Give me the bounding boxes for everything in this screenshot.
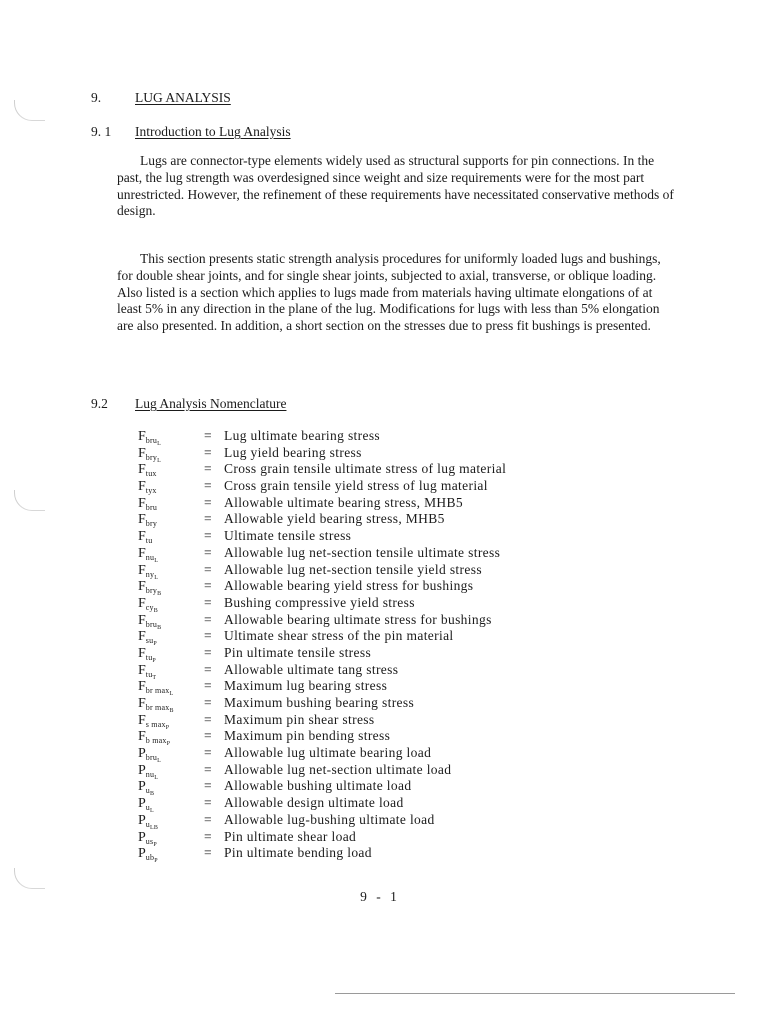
symbol-base: P <box>138 846 146 862</box>
symbol-subscript: s max <box>145 719 166 729</box>
symbol-base: F <box>138 712 146 728</box>
symbol-subscript: ub <box>145 853 155 863</box>
symbol-subscript: ny <box>145 569 155 579</box>
nomenclature-row <box>138 678 638 698</box>
symbol-base: F <box>138 479 146 495</box>
nomenclature-row <box>138 829 638 846</box>
nomenclature-symbol <box>138 646 204 664</box>
symbol-base: F <box>138 662 146 678</box>
nomenclature-symbol <box>138 763 204 781</box>
intro-paragraph-1: Lugs are connector-type elements widely used as structural supports for pin connections. In the past, the lug strength was overdesigned since weight and size requirements were for the most part unrestricted. However, the refinement of these requirements have necessitated conservative methods of design. <box>117 153 674 219</box>
symbol-sub-subscript: B <box>157 591 162 598</box>
nomenclature-symbol <box>138 496 204 514</box>
nomenclature-definition: Allowable design ultimate load <box>224 795 404 811</box>
nomenclature-symbol <box>138 846 204 864</box>
nomenclature-row <box>138 645 638 662</box>
nomenclature-symbol <box>138 546 204 564</box>
equals-sign: = <box>204 544 212 560</box>
equals-sign: = <box>204 594 212 610</box>
nomenclature-row <box>138 745 638 765</box>
symbol-subscript: bry <box>145 452 158 462</box>
nomenclature-symbol <box>138 462 204 480</box>
symbol-base: F <box>138 595 146 611</box>
equals-sign: = <box>204 695 212 710</box>
nomenclature-definition: Maximum bushing bearing stress <box>224 695 415 710</box>
section-heading <box>91 90 231 106</box>
symbol-sub-subscript: LB <box>150 824 159 831</box>
symbol-subscript: tux <box>145 469 157 479</box>
symbol-sub-subscript: B <box>157 624 162 631</box>
nomenclature-symbol <box>138 429 204 447</box>
nomenclature-definition: Ultimate shear stress of the pin material <box>224 628 454 644</box>
symbol-subscript: bry <box>145 519 158 529</box>
nomenclature-symbol <box>138 613 204 631</box>
nomenclature-row <box>138 595 638 612</box>
symbol-subscript: cy <box>145 602 154 612</box>
symbol-base: F <box>138 645 146 661</box>
nomenclature-symbol <box>138 746 204 764</box>
symbol-sub-subscript: L <box>154 574 159 581</box>
nomenclature-definition: Cross grain tensile yield stress of lug material <box>224 478 488 494</box>
nomenclature-row <box>138 461 638 478</box>
nomenclature-definition: Allowable bushing ultimate load <box>224 778 412 794</box>
nomenclature-definition: Pin ultimate tensile stress <box>224 644 372 660</box>
nomenclature-row <box>138 545 638 562</box>
symbol-base: F <box>138 679 146 695</box>
nomenclature-definition: Allowable lug net-section tensile yield stress <box>224 561 482 577</box>
nomenclature-title: Lug Analysis Nomenclature <box>135 396 287 411</box>
nomenclature-symbol <box>138 479 204 497</box>
nomenclature-definition: Cross grain tensile ultimate stress of lug material <box>224 461 507 477</box>
symbol-base: F <box>138 612 146 628</box>
symbol-base: F <box>138 545 146 561</box>
symbol-subscript: bry <box>145 586 158 596</box>
nomenclature-definition: Pin ultimate shear load <box>224 828 357 844</box>
symbol-subscript: u <box>145 786 150 796</box>
nomenclature-row <box>138 728 638 748</box>
symbol-subscript: tu <box>145 536 153 546</box>
symbol-sub-subscript: L <box>154 557 159 564</box>
symbol-subscript: b max <box>145 736 167 746</box>
symbol-base: P <box>138 796 146 812</box>
nomenclature-definition: Allowable ultimate tang stress <box>224 661 399 677</box>
nomenclature-definition: Allowable lug net-section ultimate load <box>224 761 452 777</box>
nomenclature-row <box>138 845 638 865</box>
equals-sign: = <box>204 711 212 727</box>
symbol-sub-subscript: L <box>157 758 161 765</box>
equals-sign: = <box>204 578 212 594</box>
nomenclature-row <box>138 662 638 679</box>
page-number: 9 - 1 <box>360 889 400 904</box>
nomenclature-symbol <box>138 529 204 547</box>
equals-sign: = <box>204 611 212 627</box>
symbol-sub-subscript: P <box>152 657 156 664</box>
nomenclature-list <box>138 428 638 865</box>
equals-sign: = <box>204 628 212 644</box>
symbol-subscript: bru <box>145 753 158 763</box>
symbol-subscript: u <box>145 803 150 813</box>
symbol-subscript: br max <box>145 703 170 712</box>
symbol-sub-subscript: L <box>154 774 159 781</box>
nomenclature-definition: Allowable ultimate bearing stress, MHB5 <box>224 494 463 510</box>
intro-heading <box>91 124 291 140</box>
nomenclature-row <box>138 495 638 512</box>
symbol-subscript: tu <box>145 652 153 662</box>
nomenclature-definition: Maximum pin bending stress <box>224 728 391 744</box>
symbol-sub-subscript: P <box>153 641 157 648</box>
symbol-base: P <box>138 812 146 828</box>
symbol-subscript: tyx <box>145 486 157 496</box>
symbol-sub-subscript: L <box>150 808 154 815</box>
nomenclature-definition: Maximum lug bearing stress <box>224 678 388 694</box>
equals-sign: = <box>204 494 212 510</box>
nomenclature-symbol <box>138 696 204 714</box>
symbol-sub-subscript: L <box>157 457 161 464</box>
equals-sign: = <box>204 528 212 544</box>
nomenclature-definition: Allowable bearing yield stress for bushings <box>224 578 474 594</box>
equals-sign: = <box>204 644 212 660</box>
equals-sign: = <box>204 811 212 827</box>
symbol-subscript: nu <box>145 552 155 562</box>
symbol-subscript: nu <box>145 769 155 779</box>
nomenclature-definition: Allowable yield bearing stress, MHB5 <box>224 511 445 527</box>
equals-sign: = <box>204 728 212 744</box>
nomenclature-row <box>138 695 638 712</box>
symbol-base: F <box>138 729 146 745</box>
symbol-base: F <box>138 562 146 578</box>
nomenclature-definition: Ultimate tensile stress <box>224 528 352 544</box>
symbol-subscript: bru <box>145 502 158 512</box>
nomenclature-symbol <box>138 830 204 848</box>
symbol-base: F <box>138 445 146 461</box>
symbol-subscript: bru <box>145 619 158 629</box>
equals-sign: = <box>204 561 212 577</box>
nomenclature-definition: Lug yield bearing stress <box>224 444 362 460</box>
symbol-subscript: us <box>145 836 154 846</box>
nomenclature-symbol <box>138 713 204 731</box>
equals-sign: = <box>204 845 212 861</box>
symbol-sub-subscript: B <box>169 708 174 714</box>
equals-sign: = <box>204 778 212 794</box>
nomenclature-row <box>138 712 638 729</box>
nomenclature-number: 9.2 <box>91 396 108 411</box>
intro-title: Introduction to Lug Analysis <box>135 124 291 139</box>
symbol-sub-subscript: P <box>166 741 171 748</box>
nomenclature-row <box>138 528 638 545</box>
nomenclature-row <box>138 762 638 779</box>
nomenclature-symbol <box>138 563 204 581</box>
symbol-sub-subscript: L <box>157 441 161 447</box>
nomenclature-row <box>138 812 638 829</box>
symbol-subscript: bru <box>145 436 158 445</box>
symbol-base: F <box>138 696 146 711</box>
nomenclature-definition: Allowable lug ultimate bearing load <box>224 745 432 761</box>
equals-sign: = <box>204 428 212 443</box>
nomenclature-symbol <box>138 579 204 597</box>
nomenclature-heading <box>91 396 286 412</box>
symbol-sub-subscript: P <box>154 858 158 865</box>
symbol-sub-subscript: P <box>153 841 157 848</box>
symbol-sub-subscript: B <box>153 607 158 614</box>
equals-sign: = <box>204 745 212 761</box>
equals-sign: = <box>204 678 212 694</box>
footer-rule <box>335 993 735 994</box>
nomenclature-symbol <box>138 779 204 797</box>
binder-hole-mark <box>14 100 45 121</box>
nomenclature-row <box>138 612 638 629</box>
symbol-sub-subscript: P <box>165 724 170 731</box>
equals-sign: = <box>204 761 212 777</box>
equals-sign: = <box>204 444 212 460</box>
equals-sign: = <box>204 511 212 527</box>
nomenclature-definition: Pin ultimate bending load <box>224 845 372 861</box>
symbol-sub-subscript: L <box>169 691 174 698</box>
symbol-base: P <box>138 762 146 778</box>
symbol-base: F <box>138 629 146 645</box>
symbol-base: F <box>138 529 146 545</box>
symbol-base: F <box>138 429 146 444</box>
nomenclature-row <box>138 562 638 579</box>
equals-sign: = <box>204 828 212 844</box>
symbol-subscript: u <box>145 819 150 829</box>
nomenclature-row <box>138 445 638 462</box>
nomenclature-row <box>138 428 638 445</box>
nomenclature-symbol <box>138 679 204 697</box>
symbol-sub-subscript: B <box>150 791 155 798</box>
nomenclature-symbol <box>138 629 204 647</box>
equals-sign: = <box>204 461 212 477</box>
symbol-base: P <box>138 746 146 762</box>
nomenclature-row <box>138 795 638 815</box>
symbol-base: F <box>138 579 146 595</box>
nomenclature-symbol <box>138 729 204 747</box>
section-title: LUG ANALYSIS <box>135 90 231 105</box>
nomenclature-symbol <box>138 446 204 464</box>
nomenclature-definition: Lug ultimate bearing stress <box>224 428 381 443</box>
equals-sign: = <box>204 661 212 677</box>
nomenclature-definition: Allowable lug-bushing ultimate load <box>224 811 435 827</box>
symbol-base: F <box>138 512 146 528</box>
nomenclature-definition: Maximum pin shear stress <box>224 711 375 727</box>
intro-paragraph-2: This section presents static strength analysis procedures for uniformly loaded lugs and bushings, for double shear joints, and for single shear joints, subjected to axial, transverse, or oblique loading. Also listed is a section which applies to lugs made from materials having ultimate elongations of at least 5% in any direction in the plane of the lug. Modifications for lugs with less than 5% elongation are also presented. In addition, a short section on the stresses due to press fit bushings is presented. <box>117 251 661 334</box>
symbol-base: F <box>138 462 146 478</box>
nomenclature-symbol <box>138 596 204 614</box>
nomenclature-row <box>138 478 638 495</box>
nomenclature-row <box>138 511 638 528</box>
symbol-base: P <box>138 829 146 845</box>
nomenclature-row <box>138 778 638 798</box>
nomenclature-symbol <box>138 663 204 681</box>
nomenclature-symbol <box>138 813 204 831</box>
symbol-subscript: br max <box>145 686 170 696</box>
symbol-base: P <box>138 779 146 795</box>
nomenclature-symbol <box>138 796 204 814</box>
nomenclature-definition: Allowable bearing ultimate stress for bushings <box>224 611 492 627</box>
equals-sign: = <box>204 478 212 494</box>
nomenclature-row <box>138 578 638 598</box>
nomenclature-definition: Allowable lug net-section tensile ultimate stress <box>224 544 501 560</box>
intro-number: 9. 1 <box>91 124 112 139</box>
nomenclature-row <box>138 628 638 648</box>
nomenclature-definition: Bushing compressive yield stress <box>224 594 415 610</box>
binder-hole-mark <box>14 490 45 511</box>
section-number: 9. <box>91 90 102 105</box>
nomenclature-symbol <box>138 512 204 530</box>
binder-hole-mark <box>14 868 45 889</box>
symbol-subscript: su <box>145 636 154 646</box>
symbol-base: F <box>138 495 146 511</box>
equals-sign: = <box>204 795 212 811</box>
symbol-sub-subscript: T <box>152 674 157 681</box>
symbol-subscript: tu <box>145 669 153 679</box>
